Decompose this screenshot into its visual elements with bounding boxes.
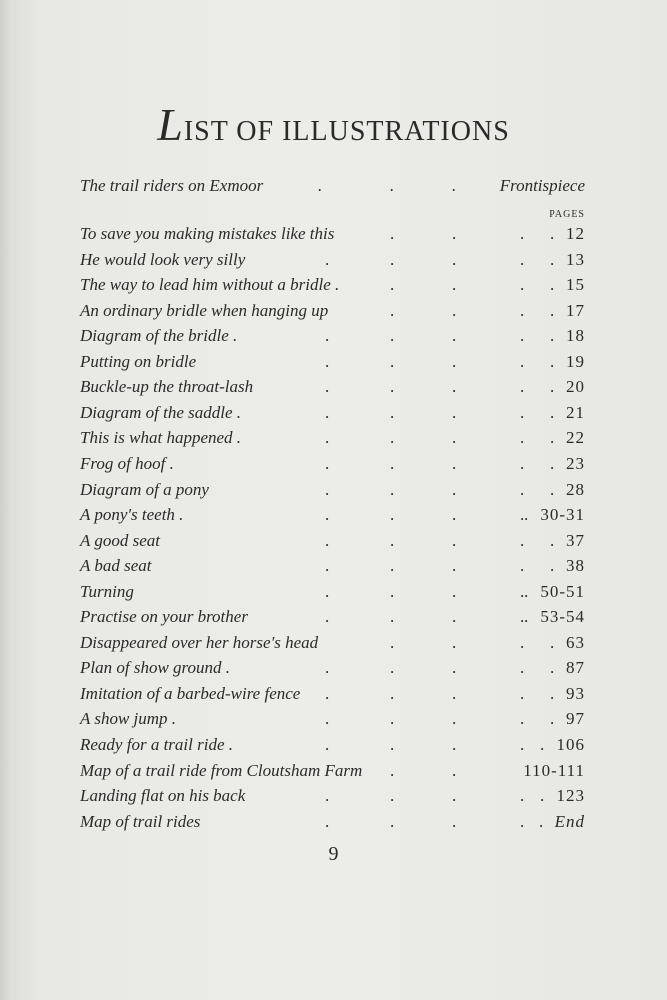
leader-dot: . xyxy=(550,275,555,295)
leader-dot: . xyxy=(452,811,457,831)
illustration-page: 19 xyxy=(566,351,585,371)
list-item xyxy=(80,480,585,504)
leader-dot: . xyxy=(318,176,323,195)
leader-dot: . xyxy=(452,377,457,397)
illustration-page: 123 xyxy=(556,786,585,806)
leader-dot: . xyxy=(390,760,395,780)
leader-dot: . xyxy=(452,479,457,499)
leader-dot: . xyxy=(524,581,529,601)
leader-dot: . xyxy=(520,709,525,729)
leader-dot: . xyxy=(325,786,330,806)
leader-dot: . xyxy=(520,735,525,754)
leader-dot: . xyxy=(325,735,330,754)
leader-dot: . xyxy=(390,632,395,652)
illustration-caption: To save you making mistakes like this xyxy=(80,224,335,243)
illustration-caption: Map of trail rides xyxy=(80,811,201,831)
leader-dot: . xyxy=(550,428,555,448)
frontispiece-caption: The trail riders on Exmoor xyxy=(80,176,264,195)
leader-dot: . xyxy=(550,479,555,499)
leader-dot: . xyxy=(390,428,395,448)
leader-dot: . xyxy=(520,377,525,397)
illustration-page: 87 xyxy=(566,658,585,678)
list-item xyxy=(80,275,585,299)
leader-dot: . xyxy=(540,735,545,754)
leader-dot: . xyxy=(520,402,525,422)
illustration-caption: The way to lead him without a bridle . xyxy=(80,275,340,295)
illustration-caption: Diagram of the saddle . xyxy=(80,402,242,422)
leader-dot: . xyxy=(524,607,529,627)
leader-dot: . xyxy=(520,224,525,243)
leader-dot: . xyxy=(325,530,330,550)
illustration-page: 18 xyxy=(566,326,585,346)
leader-dot: . xyxy=(520,556,525,576)
illustration-page: 17 xyxy=(566,300,585,320)
leader-dot: . xyxy=(452,607,457,627)
leader-dot: . xyxy=(325,326,330,346)
illustration-page: 22 xyxy=(566,428,585,448)
list-item xyxy=(80,403,585,427)
leader-dot: . xyxy=(520,428,525,448)
leader-dot: . xyxy=(520,300,525,320)
illustration-caption: He would look very silly xyxy=(80,249,246,269)
leader-dot: . xyxy=(390,224,395,243)
leader-dot: . xyxy=(524,505,529,525)
leader-dot: . xyxy=(390,351,395,371)
leader-dot: . xyxy=(325,428,330,448)
illustration-page: End xyxy=(554,811,585,831)
leader-dot: . xyxy=(452,453,457,473)
list-item xyxy=(80,352,585,376)
leader-dot: . xyxy=(452,224,457,243)
illustration-caption: A pony's teeth . xyxy=(80,505,184,525)
leader-dot: . xyxy=(390,658,395,678)
leader-dot: . xyxy=(325,811,330,831)
frontispiece-entry xyxy=(80,176,585,198)
leader-dot: . xyxy=(390,735,395,754)
leader-dot: . xyxy=(452,505,457,525)
illustration-caption: A show jump . xyxy=(80,709,177,729)
leader-dot: . xyxy=(390,326,395,346)
leader-dot: . xyxy=(520,453,525,473)
leader-dot: . xyxy=(550,300,555,320)
illustration-caption: A good seat xyxy=(80,530,160,550)
leader-dot: . xyxy=(520,275,525,295)
list-item xyxy=(80,786,585,810)
leader-dot: . xyxy=(390,402,395,422)
leader-dot: . xyxy=(325,607,330,627)
illustration-page: 30-31 xyxy=(540,505,585,525)
leader-dot: . xyxy=(550,556,555,576)
list-item xyxy=(80,761,585,785)
illustration-caption: Putting on bridle xyxy=(80,351,197,371)
list-item xyxy=(80,812,585,836)
illustration-page: 53-54 xyxy=(540,607,585,627)
illustration-caption: This is what happened . xyxy=(80,428,242,448)
leader-dot: . xyxy=(540,786,545,806)
list-item xyxy=(80,709,585,733)
leader-dot: . xyxy=(550,658,555,678)
list-item xyxy=(80,250,585,274)
leader-dot: . xyxy=(390,786,395,806)
leader-dot: . xyxy=(452,351,457,371)
leader-dot: . xyxy=(520,683,525,703)
leader-dot: . xyxy=(539,811,544,831)
illustration-caption: Map of a trail ride from Cloutsham Farm xyxy=(80,760,363,780)
list-item xyxy=(80,531,585,555)
leader-dot: . xyxy=(390,377,395,397)
leader-dot: . xyxy=(390,581,395,601)
leader-dot: . xyxy=(452,402,457,422)
list-item xyxy=(80,428,585,452)
list-item xyxy=(80,301,585,325)
leader-dot: . xyxy=(325,709,330,729)
leader-dot: . xyxy=(550,402,555,422)
leader-dot: . xyxy=(325,249,330,269)
list-item xyxy=(80,377,585,401)
illustration-caption: Buckle-up the throat-lash xyxy=(80,377,254,397)
leader-dot: . xyxy=(390,683,395,703)
list-item xyxy=(80,735,585,759)
illustration-page: 13 xyxy=(566,249,585,269)
title-rest: IST OF ILLUSTRATIONS xyxy=(183,116,510,147)
list-item xyxy=(80,326,585,350)
leader-dot: . xyxy=(390,275,395,295)
leader-dot: . xyxy=(390,607,395,627)
leader-dot: . xyxy=(390,811,395,831)
leader-dot: . xyxy=(520,581,525,601)
list-item xyxy=(80,607,585,631)
illustration-page: 15 xyxy=(566,275,585,295)
illustration-page: 28 xyxy=(566,479,585,499)
leader-dot: . xyxy=(452,658,457,678)
leader-dot: . xyxy=(520,351,525,371)
leader-dot: . xyxy=(325,453,330,473)
list-item xyxy=(80,505,585,529)
illustration-page: 12 xyxy=(566,224,585,243)
leader-dot: . xyxy=(550,709,555,729)
leader-dot: . xyxy=(520,811,525,831)
leader-dot: . xyxy=(452,709,457,729)
list-item xyxy=(80,658,585,682)
illustration-page: 38 xyxy=(566,556,585,576)
illustration-caption: An ordinary bridle when hanging up xyxy=(80,300,329,320)
leader-dot: . xyxy=(325,581,330,601)
leader-dot: . xyxy=(520,632,525,652)
leader-dot: . xyxy=(452,249,457,269)
illustration-page: 93 xyxy=(566,683,585,703)
illustration-page: 110-111 xyxy=(523,760,585,780)
leader-dot: . xyxy=(520,786,525,806)
illustration-caption: Ready for a trail ride . xyxy=(80,735,233,754)
leader-dot: . xyxy=(452,683,457,703)
illustration-page: 20 xyxy=(566,377,585,397)
leader-dot: . xyxy=(452,176,457,195)
leader-dot: . xyxy=(390,479,395,499)
leader-dot: . xyxy=(452,530,457,550)
title-initial: L xyxy=(157,99,184,150)
leader-dot: . xyxy=(390,556,395,576)
leader-dot: . xyxy=(325,479,330,499)
list-item xyxy=(80,556,585,580)
illustration-caption: A bad seat xyxy=(80,556,152,576)
leader-dot: . xyxy=(550,326,555,346)
leader-dot: . xyxy=(390,530,395,550)
leader-dot: . xyxy=(520,505,525,525)
leader-dot: . xyxy=(452,786,457,806)
leader-dot: . xyxy=(550,632,555,652)
illustration-page: 63 xyxy=(566,632,585,652)
leader-dot: . xyxy=(390,300,395,320)
leader-dot: . xyxy=(452,300,457,320)
list-item xyxy=(80,633,585,657)
leader-dot: . xyxy=(520,479,525,499)
illustration-page: 106 xyxy=(556,735,585,754)
leader-dot: . xyxy=(325,351,330,371)
illustration-page: 23 xyxy=(566,453,585,473)
leader-dot: . xyxy=(452,760,457,780)
leader-dot: . xyxy=(325,658,330,678)
leader-dot: . xyxy=(325,402,330,422)
leader-dot: . xyxy=(452,326,457,346)
illustration-caption: Practise on your brother xyxy=(80,607,248,627)
illustration-page: 50-51 xyxy=(540,581,585,601)
list-item xyxy=(80,454,585,478)
leader-dot: . xyxy=(520,249,525,269)
list-item xyxy=(80,582,585,606)
leader-dot: . xyxy=(550,351,555,371)
illustration-page: 97 xyxy=(566,709,585,729)
illustration-caption: Disappeared over her horse's head xyxy=(80,632,319,652)
illustration-page: 21 xyxy=(566,402,585,422)
page-number: 9 xyxy=(328,843,339,865)
illustration-caption: Plan of show ground . xyxy=(80,658,231,678)
leader-dot: . xyxy=(550,530,555,550)
leader-dot: . xyxy=(452,632,457,652)
leader-dot: . xyxy=(325,377,330,397)
list-item xyxy=(80,684,585,708)
leader-dot: . xyxy=(550,377,555,397)
leader-dot: . xyxy=(520,607,525,627)
frontispiece-page: Frontispiece xyxy=(499,176,585,195)
leader-dot: . xyxy=(390,453,395,473)
illustration-page: 37 xyxy=(566,530,585,550)
leader-dot: . xyxy=(390,505,395,525)
leader-dot: . xyxy=(452,735,457,754)
list-item xyxy=(80,224,585,248)
leader-dot: . xyxy=(452,428,457,448)
leader-dot: . xyxy=(452,581,457,601)
leader-dot: . xyxy=(520,658,525,678)
illustration-caption: Diagram of the bridle . xyxy=(80,326,238,346)
leader-dot: . xyxy=(550,224,555,243)
leader-dot: . xyxy=(452,275,457,295)
leader-dot: . xyxy=(520,326,525,346)
leader-dot: . xyxy=(325,683,330,703)
leader-dot: . xyxy=(452,556,457,576)
leader-dot: . xyxy=(550,683,555,703)
leader-dot: . xyxy=(325,505,330,525)
pages-column-heading: PAGES xyxy=(549,209,585,220)
illustration-caption: Landing flat on his back xyxy=(80,786,246,806)
illustration-caption: Imitation of a barbed-wire fence xyxy=(80,683,301,703)
leader-dot: . xyxy=(390,709,395,729)
leader-dot: . xyxy=(520,530,525,550)
illustration-caption: Diagram of a pony xyxy=(80,479,209,499)
leader-dot: . xyxy=(550,453,555,473)
leader-dot: . xyxy=(390,249,395,269)
illustration-caption: Frog of hoof . xyxy=(80,453,174,473)
page-title xyxy=(0,98,667,151)
leader-dot: . xyxy=(550,249,555,269)
leader-dot: . xyxy=(390,176,395,195)
leader-dot: . xyxy=(325,556,330,576)
illustration-caption: Turning xyxy=(80,581,134,601)
